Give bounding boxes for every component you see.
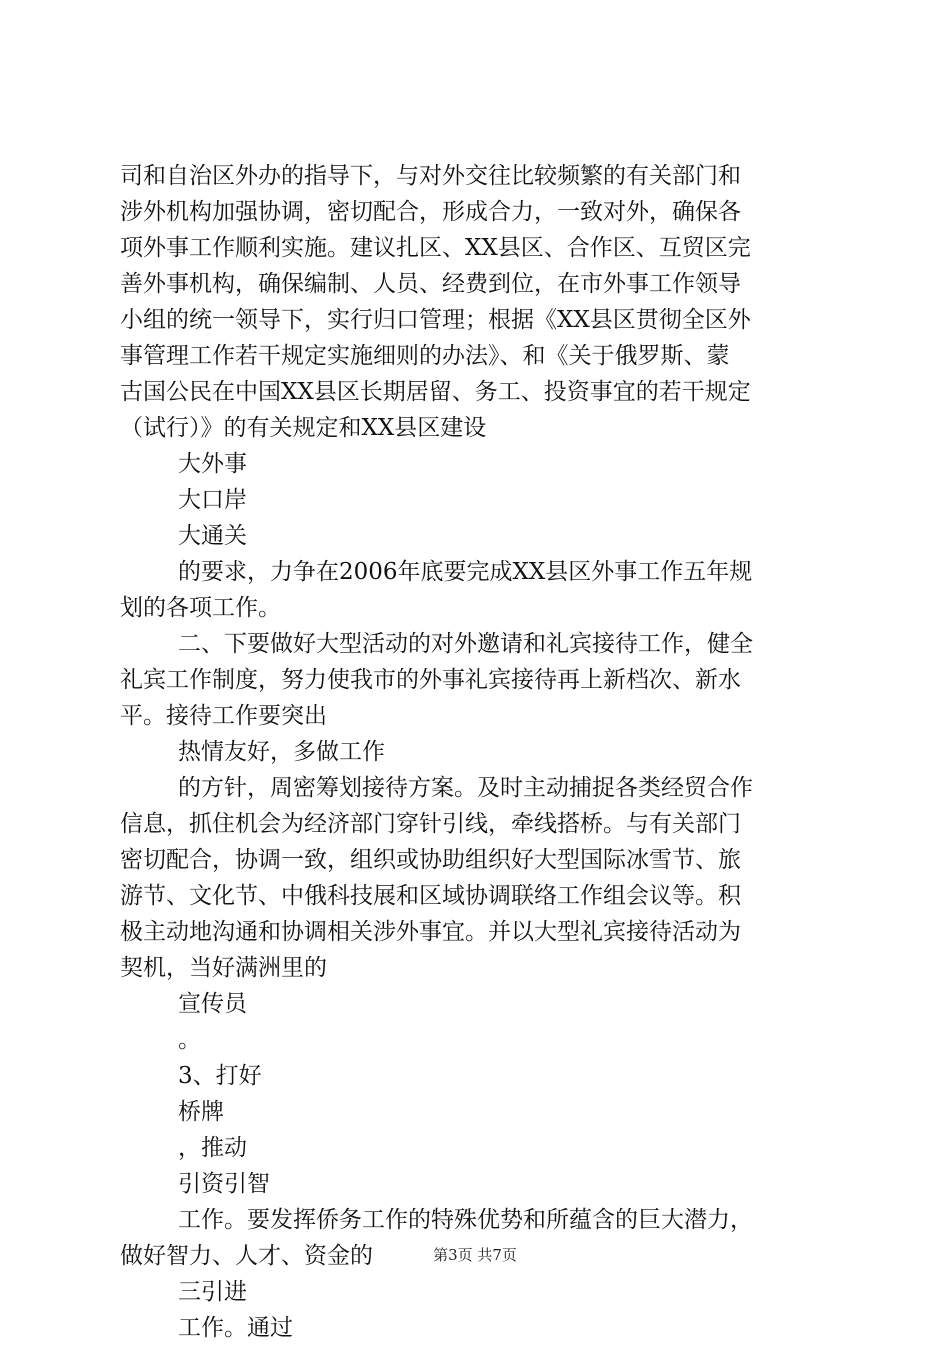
text-line: 宣传员 xyxy=(178,991,247,1017)
text-line: 事管理工作若干规定实施细则的办法》、和《关于俄罗斯、蒙 xyxy=(120,343,730,369)
text-line: 司和自治区外办的指导下，与对外交往比较频繁的有关部门和 xyxy=(120,163,741,189)
text-line: 三引进 xyxy=(178,1279,247,1305)
text-line: 大外事 xyxy=(178,451,247,477)
text-line: 的要求，力争在2006年底要完成XX县区外事工作五年规 xyxy=(178,559,753,585)
text-line: 工作。要发挥侨务工作的特殊优势和所蕴含的巨大潜力， xyxy=(178,1207,753,1233)
text-line: 极主动地沟通和协调相关涉外事宜。并以大型礼宾接待活动为 xyxy=(120,919,741,945)
text-line: 古国公民在中国XX县区长期居留、务工、投资事宜的若干规定 xyxy=(120,379,751,405)
text-line: 二、下要做好大型活动的对外邀请和礼宾接待工作，健全 xyxy=(178,631,753,657)
text-line: 大口岸 xyxy=(178,487,247,513)
text-line: 热情友好，多做工作 xyxy=(178,739,385,765)
text-line: 礼宾工作制度，努力使我市的外事礼宾接待再上新档次、新水 xyxy=(120,667,741,693)
text-line: 项外事工作顺利实施。建议扎区、XX县区、合作区、互贸区完 xyxy=(120,235,751,261)
text-line: 的方针，周密筹划接待方案。及时主动捕捉各类经贸合作 xyxy=(178,775,753,801)
body-text xyxy=(120,158,840,1346)
text-line: 契机，当好满洲里的 xyxy=(120,955,327,981)
text-line: 平。接待工作要突出 xyxy=(120,703,327,729)
text-line: 善外事机构，确保编制、人员、经费到位，在市外事工作领导 xyxy=(120,271,741,297)
text-line: 游节、文化节、中俄科技展和区域协调联络工作组会议等。积 xyxy=(120,883,741,909)
text-line: 做好智力、人才、资金的 xyxy=(120,1243,373,1269)
text-line: 引资引智 xyxy=(178,1171,270,1197)
text-line: 3、打好 xyxy=(178,1063,262,1089)
text-line: 划的各项工作。 xyxy=(120,595,281,621)
text-line: （试行）》的有关规定和XX县区建设 xyxy=(120,415,487,441)
text-line: 。 xyxy=(178,1027,201,1053)
text-line: 密切配合，协调一致，组织或协助组织好大型国际冰雪节、旅 xyxy=(120,847,741,873)
text-line: 大通关 xyxy=(178,523,247,549)
text-line: 桥牌 xyxy=(178,1099,224,1125)
text-line: ，推动 xyxy=(178,1135,247,1161)
text-line: 涉外机构加强协调，密切配合，形成合力，一致对外，确保各 xyxy=(120,199,741,225)
page-footer: 第3页 共7页 xyxy=(433,1246,517,1264)
text-line: 信息，抓住机会为经济部门穿针引线，牵线搭桥。与有关部门 xyxy=(120,811,741,837)
text-line: 小组的统一领导下，实行归口管理；根据《XX县区贯彻全区外 xyxy=(120,307,751,333)
text-line: 工作。通过 xyxy=(178,1315,293,1341)
